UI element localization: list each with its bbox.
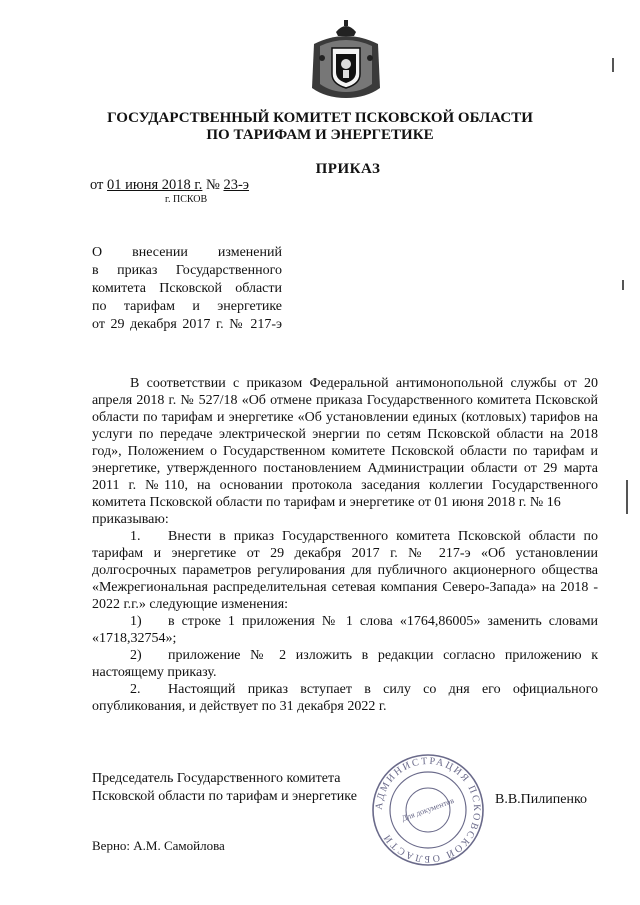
from-prefix: от <box>90 177 108 193</box>
scan-mark <box>612 58 614 72</box>
order-word: приказываю: <box>92 512 169 527</box>
order-subitem-1 <box>92 613 598 647</box>
subitem-number: 1) <box>130 614 142 629</box>
subject-line: по тарифам и энергетике <box>92 299 282 314</box>
preamble-paragraph: В соответствии с приказом Федеральной антимонопольной службы от 20 апреля 2018 г. № 527/18 «Об отмене приказа Государственного комитета Псковской области по тарифам и энергетике «Об установлении единых (котловых) тарифов на услуги по передаче электрической энергии по сетям Псковской области на 2018 год», Положением о Государственном комитете Псковской области по тарифам и энергетике, утвержденного постановлением Администрации области от 29 марта 2011 г. №110, на основании протокола заседания коллегии Государственного комитета Псковской области по тарифам и энергетике от 01 июня 2018 г. № 16 <box>92 376 598 510</box>
signatory-name: В.В.Пилипенко <box>495 792 588 807</box>
subject-line: комитета Псковской области <box>92 281 282 296</box>
copy-certified-note: Верно: А.М. Самойлова <box>92 838 225 853</box>
position-line: Председатель Государственного комитета <box>92 771 341 786</box>
item-text: Настоящий приказ вступает в силу со дня его официального опубликования, и действует по 31 декабря 2022 г. <box>92 682 598 714</box>
subject-line: в приказ Государственного <box>92 263 282 278</box>
item-number: 2. <box>130 682 141 697</box>
svg-text:Для документов: Для документов <box>400 795 456 824</box>
scan-mark <box>626 480 628 514</box>
order-item-1 <box>92 528 598 613</box>
organization-name-line1: ГОСУДАРСТВЕННЫЙ КОМИТЕТ ПСКОВСКОЙ ОБЛАСТИ <box>107 110 533 126</box>
item-text: Внести в приказ Государственного комитета Псковской области по тарифам и энергетике от 29 декабря 2017 г. № 217-э «Об установлении долгосрочных параметров регулирования для публичного акционерного общества «Межрегиональная распределительная сетевая компания Северо-Запада» на 2018 - 2022 г.г.» следующие изменения: <box>92 529 598 612</box>
order-body <box>92 375 598 715</box>
order-date: 01 июня 2018 г. <box>107 177 203 193</box>
signatory-position <box>92 770 357 806</box>
organization-name-line2: ПО ТАРИФАМ И ЭНЕРГЕТИКЕ <box>206 127 434 143</box>
subject-line: О внесении изменений <box>92 245 282 260</box>
official-stamp-icon <box>370 752 486 868</box>
item-number: 1. <box>130 529 141 544</box>
svg-text:АДМИНИСТРАЦИЯ ПСКОВСКОЙ ОБЛАСТ: АДМИНИСТРАЦИЯ ПСКОВСКОЙ ОБЛАСТИ <box>373 755 483 865</box>
subject-line: от 29 декабря 2017 г. № 217-э <box>92 317 282 332</box>
number-prefix: № <box>202 177 224 193</box>
subitem-text: приложение № 2 изложить в редакции согласно приложению к настоящему приказу. <box>92 648 598 680</box>
city-label: г. ПСКОВ <box>165 194 208 205</box>
subitem-number: 2) <box>130 648 142 663</box>
scan-mark <box>622 280 624 290</box>
order-subject <box>92 244 282 334</box>
document-type: ПРИКАЗ <box>315 161 381 177</box>
pskov-coat-of-arms-icon <box>306 18 386 100</box>
order-date-number <box>90 177 249 194</box>
order-subitem-2 <box>92 647 598 681</box>
position-line: Псковской области по тарифам и энергетике <box>92 789 357 804</box>
order-number: 23-э <box>223 177 250 193</box>
subitem-text: в строке 1 приложения № 1 слова «1764,86005» заменить словами «1718,32754»; <box>92 614 598 646</box>
order-item-2 <box>92 681 598 715</box>
